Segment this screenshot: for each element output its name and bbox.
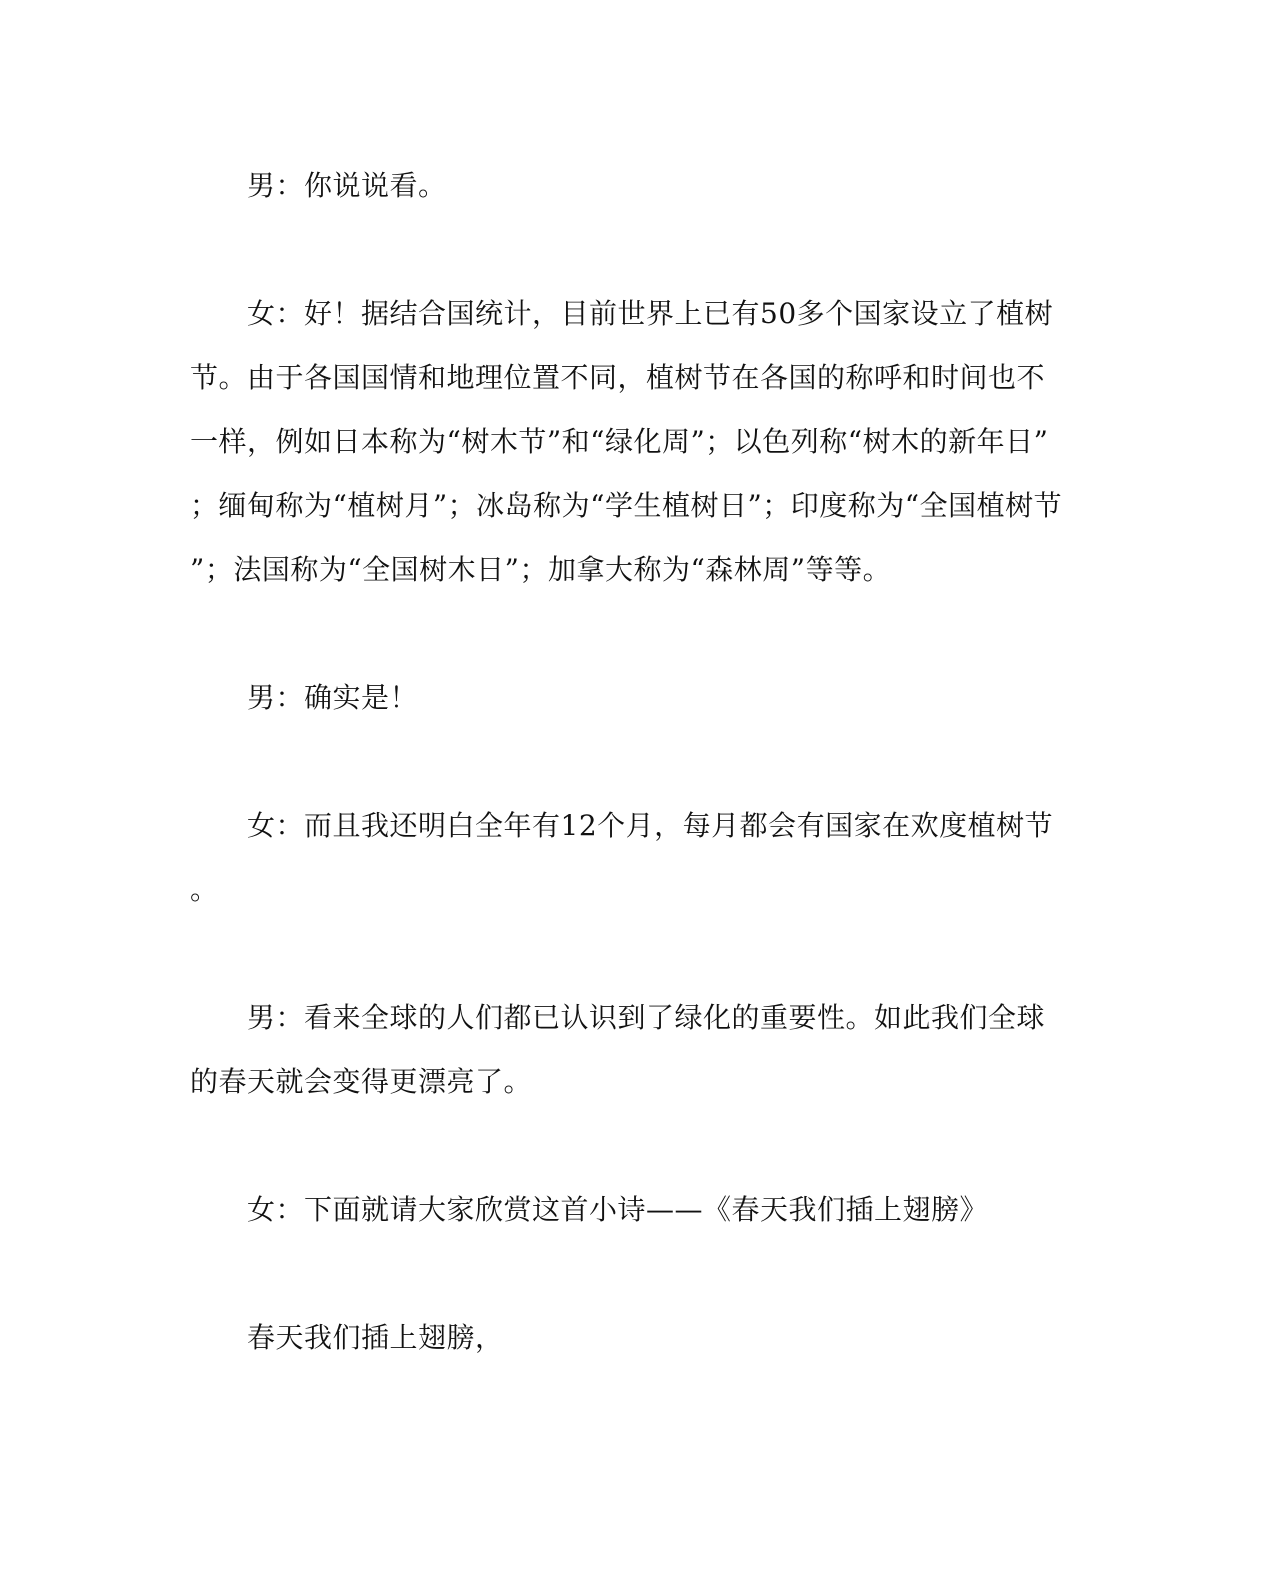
paragraph-line: 一样，例如日本称为“树木节”和“绿化周”；以色列称“树木的新年日”: [190, 425, 1049, 458]
paragraph-line: ”；法国称为“全国树木日”；加拿大称为“森林周”等等。: [190, 553, 892, 586]
dialogue-line-female-3: 女：下面就请大家欣赏这首小诗——《春天我们插上翅膀》: [247, 1193, 989, 1226]
dialogue-line-female-2: 女：而且我还明白全年有12个月，每月都会有国家在欢度植树节: [247, 809, 1054, 842]
dialogue-line-male-2: 男：确实是！: [247, 681, 419, 714]
dialogue-line-female-1: 女：好！据结合国统计，目前世界上已有50多个国家设立了植树: [247, 297, 1054, 330]
dialogue-line-male-3: 男：看来全球的人们都已认识到了绿化的重要性。如此我们全球: [247, 1001, 1046, 1034]
paragraph-line: ；缅甸称为“植树月”；冰岛称为“学生植树日”；印度称为“全国植树节: [190, 489, 1063, 522]
paragraph-line: 节。由于各国国情和地理位置不同，植树节在各国的称呼和时间也不: [190, 361, 1046, 394]
poem-line: 春天我们插上翅膀，: [247, 1321, 504, 1354]
paragraph-line: 。: [190, 873, 219, 906]
dialogue-line-male-1: 男：你说说看。: [247, 169, 447, 202]
paragraph-line: 的春天就会变得更漂亮了。: [190, 1065, 533, 1098]
